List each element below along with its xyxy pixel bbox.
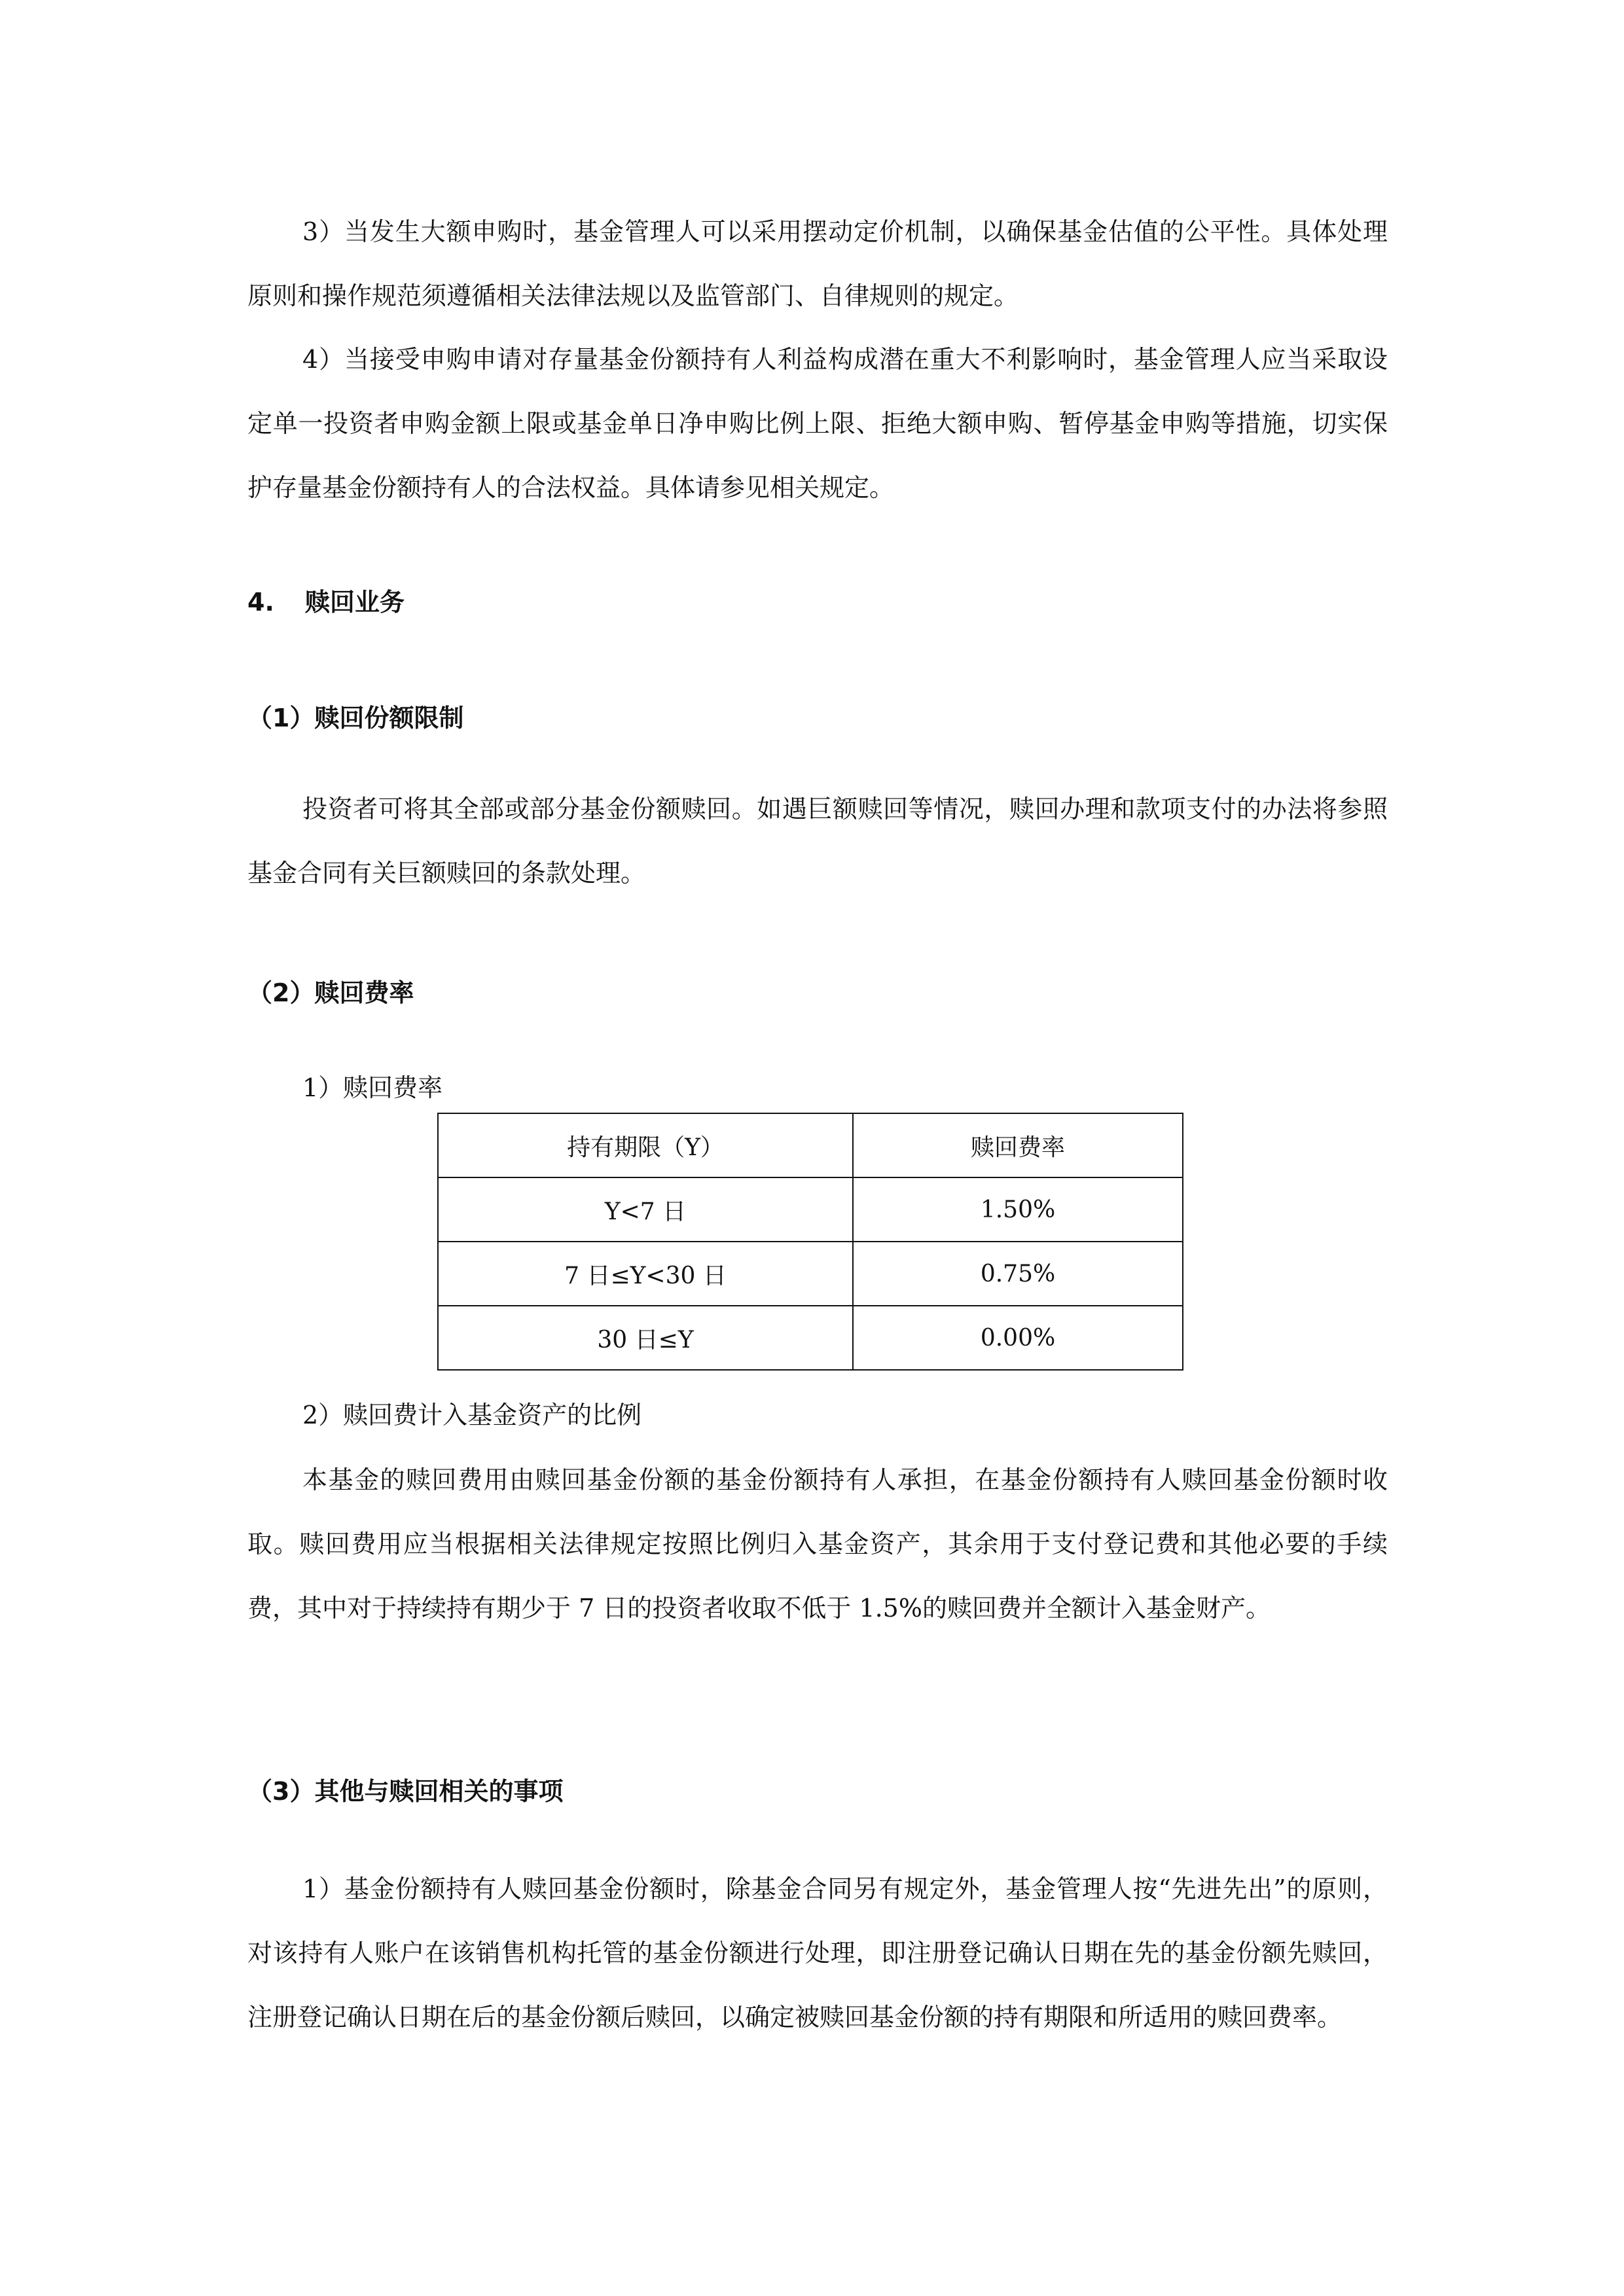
subsection-2-body: 本基金的赎回费用由赎回基金份额的基金份额持有人承担，在基金份额持有人赎回基金份额时收取。赎回费用应当根据相关法律规定按照比例归入基金资产，其余用于支付登记费和其他必要的手续费，其中对于持续持有期少于 7 日的投资者收取不低于 1.5%的赎回费并全额计入基金财产。 (247, 1465, 1388, 1623)
table-header-holding-period: 持有期限（Y） (438, 1113, 853, 1177)
table-header-row (438, 1113, 1183, 1177)
section-4-number: 4. (247, 588, 274, 617)
subsection-2-title: （2）赎回费率 (247, 978, 414, 1007)
table-cell-period: 7 日≤Y<30 日 (438, 1242, 853, 1306)
paragraph-swing-pricing: 3）当发生大额申购时，基金管理人可以采用摆动定价机制，以确保基金估值的公平性。具体处理原则和操作规范须遵循相关法律法规以及监管部门、自律规则的规定。 (247, 217, 1388, 310)
table-cell-rate: 1.50% (853, 1177, 1183, 1242)
table-header-redemption-rate: 赎回费率 (853, 1113, 1183, 1177)
table-cell-period: 30 日≤Y (438, 1306, 853, 1370)
subsection-1-body: 投资者可将其全部或部分基金份额赎回。如遇巨额赎回等情况，赎回办理和款项支付的办法将参照基金合同有关巨额赎回的条款处理。 (247, 795, 1388, 888)
fee-ratio-item-label: 2）赎回费计入基金资产的比例 (302, 1401, 642, 1429)
table-cell-rate: 0.75% (853, 1242, 1183, 1306)
redemption-rate-table (437, 1113, 1183, 1371)
table-cell-period: Y<7 日 (438, 1177, 853, 1242)
subsection-3-body: 1）基金份额持有人赎回基金份额时，除基金合同另有规定外，基金管理人按“先进先出”的原则，对该持有人账户在该销售机构托管的基金份额进行处理，即注册登记确认日期在先的基金份额先赎回，注册登记确认日期在后的基金份额后赎回，以确定被赎回基金份额的持有期限和所适用的赎回费率。 (247, 1874, 1388, 2032)
table-cell-rate: 0.00% (853, 1306, 1183, 1370)
table-row (438, 1177, 1183, 1242)
paragraph-large-subscription-limits: 4）当接受申购申请对存量基金份额持有人利益构成潜在重大不利影响时，基金管理人应当采取设定单一投资者申购金额上限或基金单日净申购比例上限、拒绝大额申购、暂停基金申购等措施，切实保护存量基金份额持有人的合法权益。具体请参见相关规定。 (247, 345, 1388, 502)
table-row (438, 1242, 1183, 1306)
table-row (438, 1306, 1183, 1370)
subsection-1-title: （1）赎回份额限制 (247, 704, 464, 732)
subsection-3-title: （3）其他与赎回相关的事项 (247, 1777, 564, 1806)
redemption-rate-item-label: 1）赎回费率 (302, 1073, 443, 1102)
section-4-title: 赎回业务 (305, 588, 405, 617)
section-4-heading (247, 586, 405, 619)
